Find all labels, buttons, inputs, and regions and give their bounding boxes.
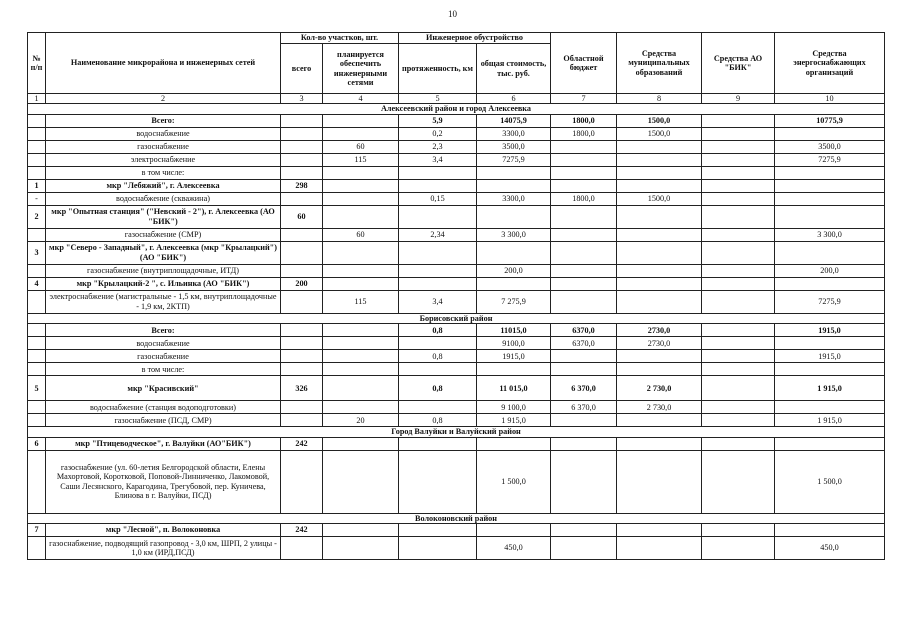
- row-plots-planned: [323, 337, 399, 350]
- row-cost: [477, 205, 551, 228]
- row-number: [28, 537, 46, 560]
- row-municipal: [617, 153, 702, 166]
- row-regional: 6370,0: [551, 337, 617, 350]
- row-length: [399, 401, 477, 414]
- table-row: [28, 140, 885, 153]
- row-regional: [551, 205, 617, 228]
- row-regional: [551, 437, 617, 450]
- header-plots-planned: планируется обеспечить инженерными сетями: [323, 44, 399, 94]
- row-energy: 1 915,0: [775, 414, 885, 427]
- row-length: [399, 205, 477, 228]
- row-cost: 1 915,0: [477, 414, 551, 427]
- row-number: [28, 450, 46, 513]
- row-number: 6: [28, 437, 46, 450]
- row-cost: 450,0: [477, 537, 551, 560]
- row-energy: [775, 179, 885, 192]
- row-municipal: [617, 241, 702, 264]
- row-length: 0,8: [399, 376, 477, 401]
- row-length: 0,8: [399, 350, 477, 363]
- row-number: [28, 363, 46, 376]
- row-name: Всего:: [46, 324, 281, 337]
- row-bik: [702, 363, 775, 376]
- row-energy: [775, 524, 885, 537]
- row-number: 3: [28, 241, 46, 264]
- row-cost: 7275,9: [477, 153, 551, 166]
- row-bik: [702, 290, 775, 313]
- row-length: 2,34: [399, 228, 477, 241]
- row-regional: [551, 363, 617, 376]
- row-energy: 7275,9: [775, 290, 885, 313]
- row-plots-planned: [323, 363, 399, 376]
- row-regional: [551, 153, 617, 166]
- row-regional: [551, 537, 617, 560]
- header-plots-total: всего: [281, 44, 323, 94]
- row-municipal: 2730,0: [617, 324, 702, 337]
- table-row: [28, 537, 885, 560]
- row-plots-planned: 115: [323, 290, 399, 313]
- section-heading: Город Валуйки и Валуйский район: [28, 427, 885, 437]
- row-municipal: [617, 179, 702, 192]
- row-plots-planned: 115: [323, 153, 399, 166]
- row-plots-total: [281, 414, 323, 427]
- col-number: 2: [46, 94, 281, 104]
- row-plots-planned: [323, 114, 399, 127]
- table-row: [28, 376, 885, 401]
- row-plots-total: [281, 192, 323, 205]
- row-cost: [477, 437, 551, 450]
- row-name: водоснабжение (скважина): [46, 192, 281, 205]
- row-length: [399, 437, 477, 450]
- table-row: [28, 437, 885, 450]
- row-municipal: [617, 414, 702, 427]
- col-number: 9: [702, 94, 775, 104]
- col-number: 10: [775, 94, 885, 104]
- row-bik: [702, 414, 775, 427]
- row-plots-planned: [323, 437, 399, 450]
- row-number: [28, 324, 46, 337]
- row-plots-planned: [323, 241, 399, 264]
- row-energy: 7275,9: [775, 153, 885, 166]
- row-number: [28, 166, 46, 179]
- header-regional: Областной бюджет: [551, 33, 617, 94]
- row-name: газоснабжение (СМР): [46, 228, 281, 241]
- row-regional: [551, 277, 617, 290]
- row-number: [28, 228, 46, 241]
- row-energy: [775, 205, 885, 228]
- header-eng-group: Инженерное обустройство: [399, 33, 551, 44]
- row-plots-total: [281, 350, 323, 363]
- row-name: мкр "Лебяжий", г. Алексеевка: [46, 179, 281, 192]
- row-cost: [477, 179, 551, 192]
- row-length: 0,8: [399, 414, 477, 427]
- row-number: 5: [28, 376, 46, 401]
- row-municipal: [617, 228, 702, 241]
- row-name: в том числе:: [46, 363, 281, 376]
- row-regional: 6 370,0: [551, 401, 617, 414]
- row-number: 7: [28, 524, 46, 537]
- row-bik: [702, 537, 775, 560]
- row-bik: [702, 241, 775, 264]
- col-number: 7: [551, 94, 617, 104]
- table-row: [28, 277, 885, 290]
- row-energy: 1915,0: [775, 324, 885, 337]
- row-bik: [702, 350, 775, 363]
- row-municipal: [617, 537, 702, 560]
- row-length: [399, 277, 477, 290]
- row-name: мкр "Лесной", п. Волоконовка: [46, 524, 281, 537]
- row-bik: [702, 166, 775, 179]
- row-length: 5,9: [399, 114, 477, 127]
- row-municipal: [617, 166, 702, 179]
- row-name: газоснабжение (ул. 60-летия Белгородской области, Елены Махортовой, Коротковой, Поповой-Линниченко, Лакомовой, Саши Лесянского, Карагодина, Трегубовой, пер. Куничева, Блинова в г. Валуйки, ПСД): [46, 450, 281, 513]
- row-number: 2: [28, 205, 46, 228]
- row-number: [28, 350, 46, 363]
- row-municipal: [617, 290, 702, 313]
- row-plots-planned: [323, 127, 399, 140]
- row-name: мкр "Северо - Западный", г. Алексеевка (мкр "Крылацкий") (АО "БИК"): [46, 241, 281, 264]
- row-name: газоснабжение (ПСД, СМР): [46, 414, 281, 427]
- table-row: [28, 290, 885, 313]
- row-length: [399, 166, 477, 179]
- row-regional: [551, 228, 617, 241]
- table-row: [28, 114, 885, 127]
- row-number: -: [28, 192, 46, 205]
- row-regional: 1800,0: [551, 192, 617, 205]
- row-plots-total: [281, 166, 323, 179]
- row-energy: [775, 401, 885, 414]
- row-plots-planned: [323, 324, 399, 337]
- col-number: 4: [323, 94, 399, 104]
- row-energy: [775, 363, 885, 376]
- row-cost: [477, 241, 551, 264]
- row-energy: [775, 437, 885, 450]
- row-plots-planned: [323, 524, 399, 537]
- row-length: 2,3: [399, 140, 477, 153]
- row-number: [28, 114, 46, 127]
- row-number: [28, 401, 46, 414]
- row-name: мкр "Красивский": [46, 376, 281, 401]
- row-plots-planned: [323, 264, 399, 277]
- row-regional: 6 370,0: [551, 376, 617, 401]
- row-name: водоснабжение (станция водоподготовки): [46, 401, 281, 414]
- row-name: электроснабжение: [46, 153, 281, 166]
- row-bik: [702, 524, 775, 537]
- table-row: [28, 401, 885, 414]
- row-plots-total: [281, 401, 323, 414]
- row-bik: [702, 192, 775, 205]
- row-bik: [702, 205, 775, 228]
- row-regional: 1800,0: [551, 127, 617, 140]
- row-name: газоснабжение: [46, 140, 281, 153]
- row-municipal: 1500,0: [617, 127, 702, 140]
- row-number: 1: [28, 179, 46, 192]
- infrastructure-table: [27, 32, 885, 560]
- row-regional: [551, 290, 617, 313]
- row-plots-total: [281, 241, 323, 264]
- row-length: [399, 363, 477, 376]
- row-bik: [702, 264, 775, 277]
- col-number: 6: [477, 94, 551, 104]
- col-number: 5: [399, 94, 477, 104]
- row-plots-total: 298: [281, 179, 323, 192]
- row-regional: 6370,0: [551, 324, 617, 337]
- row-cost: [477, 363, 551, 376]
- row-plots-planned: 60: [323, 140, 399, 153]
- table-row: [28, 324, 885, 337]
- row-cost: 9 100,0: [477, 401, 551, 414]
- row-energy: 450,0: [775, 537, 885, 560]
- row-bik: [702, 376, 775, 401]
- row-length: [399, 524, 477, 537]
- row-municipal: [617, 140, 702, 153]
- table-row: [28, 179, 885, 192]
- row-cost: 3300,0: [477, 127, 551, 140]
- row-cost: [477, 277, 551, 290]
- row-bik: [702, 450, 775, 513]
- row-number: [28, 264, 46, 277]
- row-energy: [775, 277, 885, 290]
- row-number: [28, 127, 46, 140]
- row-municipal: [617, 350, 702, 363]
- table-row: [28, 192, 885, 205]
- row-energy: 3 300,0: [775, 228, 885, 241]
- header-bik: Средства АО "БИК": [702, 33, 775, 94]
- col-number: 3: [281, 94, 323, 104]
- row-name: водоснабжение: [46, 127, 281, 140]
- row-bik: [702, 324, 775, 337]
- row-length: [399, 241, 477, 264]
- row-regional: [551, 350, 617, 363]
- table-row: [28, 241, 885, 264]
- row-name: газоснабжение: [46, 350, 281, 363]
- header-name: Наименование микрорайона и инженерных сетей: [46, 33, 281, 94]
- row-plots-planned: [323, 277, 399, 290]
- row-regional: [551, 166, 617, 179]
- row-regional: [551, 524, 617, 537]
- row-cost: 3300,0: [477, 192, 551, 205]
- table-row: [28, 350, 885, 363]
- table-row: [28, 450, 885, 513]
- row-municipal: [617, 524, 702, 537]
- row-plots-planned: [323, 450, 399, 513]
- row-length: [399, 337, 477, 350]
- row-plots-total: [281, 114, 323, 127]
- row-name: мкр "Опытная станция" ("Невский - 2"), г. Алексеевка (АО "БИК"): [46, 205, 281, 228]
- section-heading: Алексеевский район и город Алексеевка: [28, 104, 885, 114]
- row-plots-planned: 20: [323, 414, 399, 427]
- row-bik: [702, 114, 775, 127]
- row-plots-planned: [323, 166, 399, 179]
- row-bik: [702, 401, 775, 414]
- section-heading: Борисовский район: [28, 313, 885, 323]
- row-energy: 3500,0: [775, 140, 885, 153]
- row-length: 0,2: [399, 127, 477, 140]
- row-plots-total: [281, 228, 323, 241]
- header-num: № п/п: [28, 33, 46, 94]
- row-plots-total: [281, 290, 323, 313]
- table-row: [28, 166, 885, 179]
- row-municipal: [617, 205, 702, 228]
- row-plots-total: [281, 264, 323, 277]
- row-plots-planned: [323, 401, 399, 414]
- row-energy: [775, 337, 885, 350]
- row-number: [28, 337, 46, 350]
- row-energy: 10775,9: [775, 114, 885, 127]
- row-regional: [551, 450, 617, 513]
- table-row: [28, 153, 885, 166]
- row-bik: [702, 127, 775, 140]
- row-length: [399, 450, 477, 513]
- row-bik: [702, 277, 775, 290]
- row-regional: [551, 241, 617, 264]
- col-number: 8: [617, 94, 702, 104]
- row-cost: [477, 524, 551, 537]
- table-row: [28, 524, 885, 537]
- row-plots-planned: [323, 205, 399, 228]
- row-length: 0,15: [399, 192, 477, 205]
- table-row: [28, 205, 885, 228]
- row-cost: 3500,0: [477, 140, 551, 153]
- header-plots-group: Кол-во участков, шт.: [281, 33, 399, 44]
- row-length: 3,4: [399, 153, 477, 166]
- row-regional: [551, 140, 617, 153]
- table-row: [28, 414, 885, 427]
- row-cost: 11 015,0: [477, 376, 551, 401]
- row-cost: 3 300,0: [477, 228, 551, 241]
- row-cost: 7 275,9: [477, 290, 551, 313]
- row-plots-total: [281, 127, 323, 140]
- row-plots-total: [281, 153, 323, 166]
- row-energy: [775, 241, 885, 264]
- row-plots-total: 60: [281, 205, 323, 228]
- row-municipal: 1500,0: [617, 192, 702, 205]
- row-energy: 200,0: [775, 264, 885, 277]
- row-regional: [551, 179, 617, 192]
- col-number: 1: [28, 94, 46, 104]
- row-name: Всего:: [46, 114, 281, 127]
- row-municipal: [617, 437, 702, 450]
- row-cost: 11015,0: [477, 324, 551, 337]
- row-bik: [702, 228, 775, 241]
- row-number: [28, 290, 46, 313]
- header-cost: общая стоимость, тыс. руб.: [477, 44, 551, 94]
- row-cost: 1 500,0: [477, 450, 551, 513]
- row-cost: 200,0: [477, 264, 551, 277]
- row-energy: 1 500,0: [775, 450, 885, 513]
- row-plots-total: [281, 537, 323, 560]
- header-energy: Средства энергоснабжающих организаций: [775, 33, 885, 94]
- row-plots-total: [281, 363, 323, 376]
- row-plots-total: 326: [281, 376, 323, 401]
- row-plots-total: [281, 324, 323, 337]
- row-length: 0,8: [399, 324, 477, 337]
- row-energy: 1915,0: [775, 350, 885, 363]
- row-cost: [477, 166, 551, 179]
- row-plots-total: [281, 140, 323, 153]
- table-row: [28, 264, 885, 277]
- row-municipal: [617, 264, 702, 277]
- row-bik: [702, 337, 775, 350]
- row-number: [28, 414, 46, 427]
- row-plots-planned: 60: [323, 228, 399, 241]
- row-municipal: 2 730,0: [617, 401, 702, 414]
- row-plots-planned: [323, 192, 399, 205]
- row-name: газоснабжение, подводящий газопровод - 3,0 км, ШРП, 2 улицы - 1,0 км (ИРД,ПСД): [46, 537, 281, 560]
- row-cost: 9100,0: [477, 337, 551, 350]
- table-row: [28, 127, 885, 140]
- row-regional: [551, 414, 617, 427]
- row-municipal: [617, 363, 702, 376]
- row-name: мкр "Крылацкий-2 ", с. Ильинка (АО "БИК"): [46, 277, 281, 290]
- row-number: [28, 140, 46, 153]
- row-plots-total: 200: [281, 277, 323, 290]
- row-cost: 14075,9: [477, 114, 551, 127]
- row-length: [399, 537, 477, 560]
- row-name: электроснабжение (магистральные - 1,5 км, внутриплощадочные - 1,9 км, 2КТП): [46, 290, 281, 313]
- row-length: [399, 264, 477, 277]
- row-name: в том числе:: [46, 166, 281, 179]
- row-municipal: [617, 450, 702, 513]
- header-municipal: Средства муниципальных образований: [617, 33, 702, 94]
- row-plots-total: 242: [281, 437, 323, 450]
- row-plots-total: [281, 337, 323, 350]
- row-energy: [775, 166, 885, 179]
- row-regional: [551, 264, 617, 277]
- row-cost: 1915,0: [477, 350, 551, 363]
- row-bik: [702, 179, 775, 192]
- row-plots-total: 242: [281, 524, 323, 537]
- row-bik: [702, 153, 775, 166]
- row-plots-planned: [323, 376, 399, 401]
- row-municipal: 2730,0: [617, 337, 702, 350]
- row-energy: [775, 192, 885, 205]
- row-number: 4: [28, 277, 46, 290]
- section-heading: Волоконовский район: [28, 513, 885, 523]
- row-municipal: 1500,0: [617, 114, 702, 127]
- row-energy: 1 915,0: [775, 376, 885, 401]
- row-name: водоснабжение: [46, 337, 281, 350]
- row-plots-total: [281, 450, 323, 513]
- row-plots-planned: [323, 179, 399, 192]
- table-row: [28, 337, 885, 350]
- page-number: 10: [448, 9, 457, 19]
- table-row: [28, 228, 885, 241]
- row-length: [399, 179, 477, 192]
- row-municipal: [617, 277, 702, 290]
- row-bik: [702, 140, 775, 153]
- row-municipal: 2 730,0: [617, 376, 702, 401]
- row-regional: 1800,0: [551, 114, 617, 127]
- row-energy: [775, 127, 885, 140]
- table-row: [28, 363, 885, 376]
- row-plots-planned: [323, 350, 399, 363]
- row-name: газоснабжение (внутриплощадочные, ИТД): [46, 264, 281, 277]
- row-plots-planned: [323, 537, 399, 560]
- row-number: [28, 153, 46, 166]
- header-length: протяженность, км: [399, 44, 477, 94]
- row-name: мкр "Птицеводческое", г. Валуйки (АО"БИК"): [46, 437, 281, 450]
- row-length: 3,4: [399, 290, 477, 313]
- row-bik: [702, 437, 775, 450]
